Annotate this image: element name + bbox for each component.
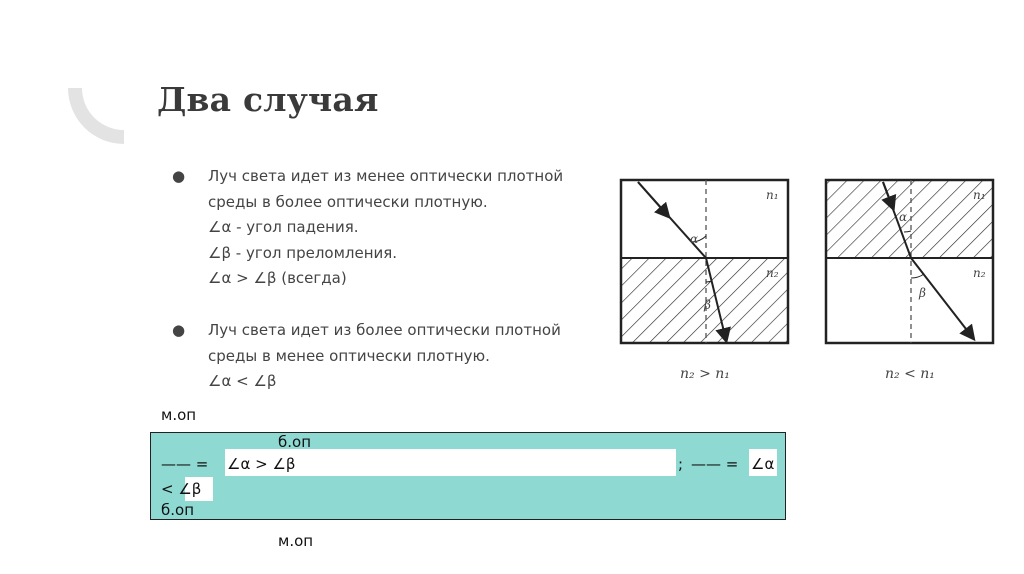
bullet-line: среды в более оптически плотную. <box>208 192 488 211</box>
formula-numerator-2: б.оп <box>161 501 195 519</box>
bullet-line: среды в менее оптически плотную. <box>208 346 490 365</box>
formula-fraction-bar-2: —— = <box>691 455 739 473</box>
medium-label-upper: n₁ <box>766 188 779 202</box>
angle-alpha-label: α <box>690 232 699 246</box>
bullet-line: Луч света идет из менее оптически плотной <box>208 167 564 185</box>
corner-decoration-icon <box>68 88 124 144</box>
bullet-line: ∠α - угол падения. <box>208 218 359 236</box>
figure-caption: n₂ > n₁ <box>680 366 730 382</box>
bullet-marker: ● <box>172 321 186 339</box>
angle-alpha-label: α <box>899 210 908 224</box>
refraction-figure-1 <box>618 170 793 382</box>
bullet-line: Луч света идет из более оптически плотной <box>208 321 561 339</box>
refraction-figure-2 <box>823 170 998 382</box>
angle-beta-label: β <box>704 298 711 312</box>
formula-relation-1: ∠α > ∠β <box>227 455 296 473</box>
slide-title: Два случая <box>157 80 379 119</box>
formula-denominator-2: м.оп <box>278 532 314 550</box>
figure-caption: n₂ < n₁ <box>885 366 935 382</box>
medium-label-lower: n₂ <box>766 266 779 280</box>
formula-relation-2-end: < ∠β <box>161 480 202 498</box>
formula-denominator-1: б.оп <box>278 433 312 451</box>
formula-relation-2-start: ∠α <box>751 455 775 473</box>
formula-box <box>150 432 786 520</box>
medium-label-lower: n₂ <box>973 266 986 280</box>
formula-separator: ; <box>678 455 684 473</box>
bullet-line: ∠β - угол преломления. <box>208 243 398 262</box>
bullet-line: ∠α > ∠β (всегда) <box>208 269 347 287</box>
formula-numerator-1: м.оп <box>161 406 197 424</box>
angle-beta-label: β <box>919 286 926 300</box>
bullet-marker: ● <box>172 167 186 185</box>
medium-label-upper: n₁ <box>973 188 986 202</box>
formula-fraction-bar-1: —— = <box>161 455 209 473</box>
bullet-line: ∠α < ∠β <box>208 372 277 390</box>
